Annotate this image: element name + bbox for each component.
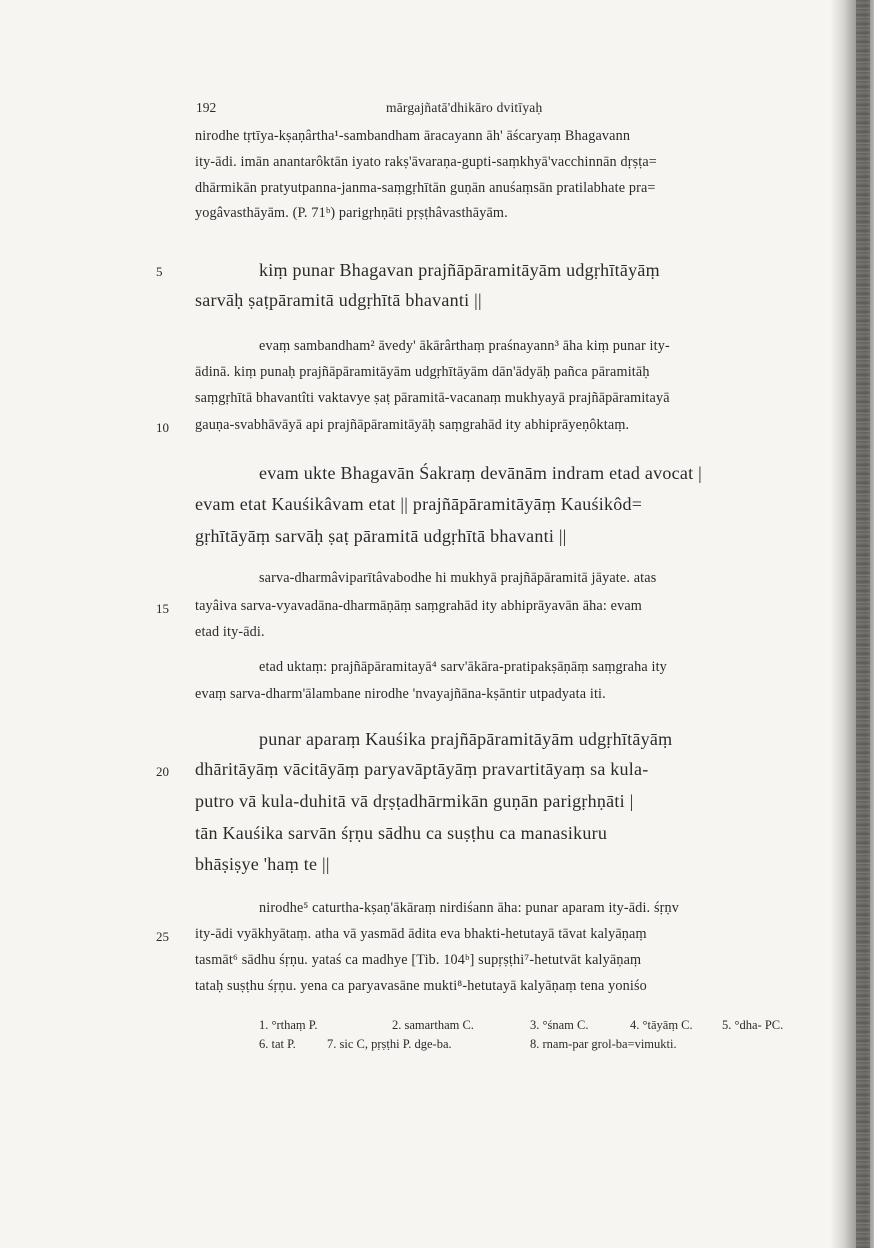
text-line-10: gauṇa-svabhāvāyā api prajñāpāramitāyāḥ saṃgrahād ity abhiprāyeṇôktaṃ. [195, 417, 630, 433]
verse-line-1: kiṃ punar Bhagavan prajñāpāramitāyām udgṛhītāyāṃ [259, 260, 660, 280]
text-line-3: dhārmikān pratyutpanna-janma-saṃgṛhītān guṇān anuśaṃsān pratilabhate pra= [195, 180, 656, 196]
verse-line-3: evam ukte Bhagavān Śakraṃ devānām indram etad avocat | [259, 463, 702, 483]
text-line-8: ādinā. kiṃ punaḥ prajñāpāramitāyām udgṛhītāyām dān'ādyāḥ pañca pāramitāḥ [195, 364, 650, 380]
text-line-26: tasmāt⁶ sādhu śṛṇu. yataś ca madhye [Tib. 104ᵇ] supṛṣṭhi⁷-hetutvāt kalyāṇaṃ [195, 952, 642, 968]
line-number-5: 5 [156, 264, 163, 279]
text-line-15: tayâiva sarva-vyavadāna-dharmāṇāṃ saṃgrahād ity abhiprāyavān āha: evam [195, 598, 642, 614]
text-line-17: etad uktaṃ: prajñāpāramitayā⁴ sarv'ākāra-pratipakṣāṇāṃ saṃgraha ity [259, 659, 667, 675]
footnote-5: 5. °dha- PC. [722, 1018, 784, 1032]
text-line-27: tataḥ suṣṭhu śṛṇu. yena ca paryavasāne mukti⁸-hetutayā kalyāṇaṃ tena yoniśo [195, 978, 647, 994]
verse-line-7: dhāritāyāṃ vācitāyāṃ paryavāptāyāṃ pravartitāyaṃ sa kula- [195, 759, 649, 779]
text-line-25: ity-ādi vyākhyātaṃ. atha vā yasmād ādita eva bhakti-hetutayā tāvat kalyāṇaṃ [195, 926, 647, 942]
verse-line-8: putro vā kula-duhitā vā dṛṣṭadhārmikān guṇān parigṛhṇāti | [195, 791, 634, 811]
line-number-15: 15 [156, 601, 169, 616]
text-line-1: nirodhe tṛtīya-kṣaṇârtha¹-sambandham āracayann āh' āścaryaṃ Bhagavann [195, 128, 631, 144]
footnote-3: 3. °śnam C. [530, 1018, 589, 1032]
footnote-7: 7. sic C, pṛṣṭhi P. dge-ba. [327, 1037, 452, 1051]
text-line-16: etad ity-ādi. [195, 624, 265, 640]
verse-line-2: sarvāḥ ṣaṭpāramitā udgṛhītā bhavanti || [195, 290, 482, 310]
running-title: mārgajñatā'dhikāro dvitīyaḥ [386, 100, 543, 115]
line-number-25: 25 [156, 929, 169, 944]
page-number: 192 [196, 100, 217, 115]
line-number-20: 20 [156, 764, 169, 779]
text-line-2: ity-ādi. imān anantarôktān iyato rakṣ'āvaraṇa-gupti-saṃkhyā'vacchinnān dṛṣṭa= [195, 154, 657, 170]
text-line-7: evaṃ sambandham² āvedy' ākārârthaṃ praśnayann³ āha kiṃ punar ity- [259, 338, 670, 354]
footnote-2: 2. samartham C. [392, 1018, 474, 1032]
footnote-8: 8. rnam-par grol-ba=vimukti. [530, 1037, 677, 1051]
footnote-4: 4. °tāyāṃ C. [630, 1018, 693, 1032]
text-line-4: yogâvasthāyām. (P. 71ᵇ) parigṛhṇāti pṛṣṭhâvasthāyām. [195, 205, 508, 221]
text-line-24: nirodhe⁵ caturtha-kṣaṇ'ākāraṃ nirdiśann āha: punar aparam ity-ādi. śṛṇv [259, 900, 679, 916]
footnote-6: 6. tat P. [259, 1037, 296, 1051]
text-line-14: sarva-dharmâviparītâvabodhe hi mukhyā prajñāpāramitā jāyate. atas [259, 570, 657, 586]
footnote-1: 1. °rthaṃ P. [259, 1018, 318, 1032]
line-number-10: 10 [156, 420, 169, 435]
book-binding-edge [830, 0, 874, 1248]
text-line-9: saṃgṛhītā bhavantîti vaktavye ṣaṭ pāramitā-vacanaṃ mukhyayā prajñāpāramitayā [195, 390, 670, 406]
verse-line-6: punar aparaṃ Kauśika prajñāpāramitāyām udgṛhītāyāṃ [259, 729, 673, 749]
verse-line-4: evam etat Kauśikâvam etat || prajñāpāramitāyāṃ Kauśikôd= [195, 494, 643, 514]
verse-line-9: tān Kauśika sarvān śṛṇu sādhu ca suṣṭhu ca manasikuru [195, 823, 608, 843]
verse-line-5: gṛhītāyāṃ sarvāḥ ṣaṭ pāramitā udgṛhītā bhavanti || [195, 526, 567, 546]
text-line-18: evaṃ sarva-dharm'ālambane nirodhe 'nvayajñāna-kṣāntir utpadyata iti. [195, 686, 606, 702]
verse-line-10: bhāṣiṣye 'haṃ te || [195, 854, 330, 874]
binding-spine [856, 0, 870, 1248]
